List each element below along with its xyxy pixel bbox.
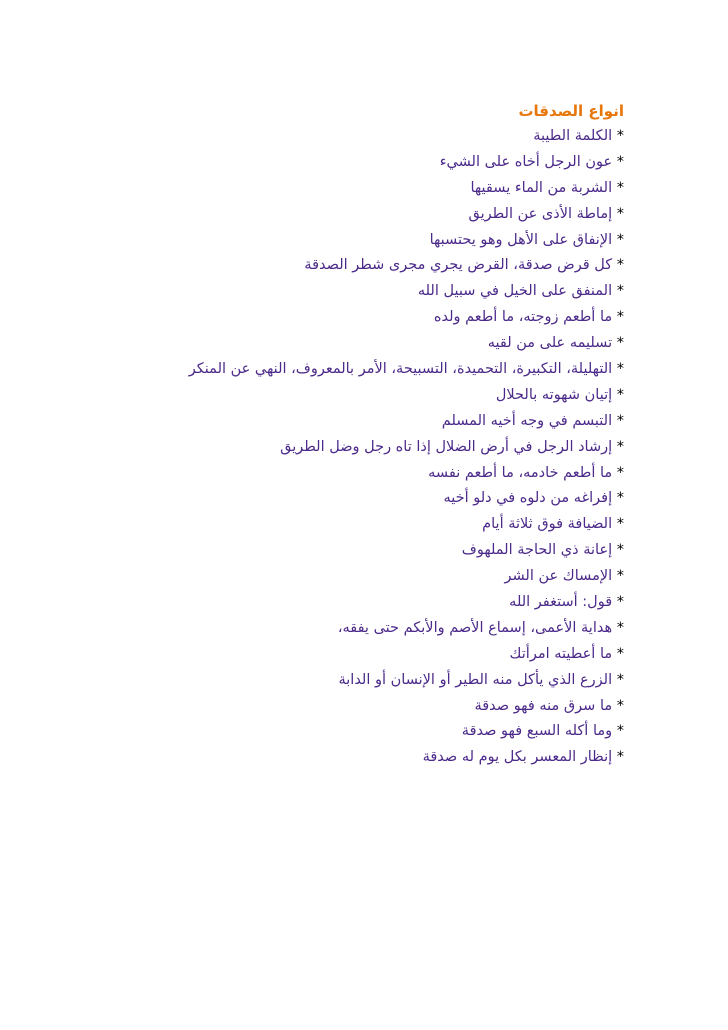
list-item-text: التبسم في وجه أخيه المسلم [441, 412, 613, 429]
list-item [24, 279, 624, 305]
list-item [24, 435, 624, 461]
list-item-text: ما أطعم زوجته، ما أطعم ولده [433, 309, 613, 326]
list-item-text: المنفق على الخيل في سبيل الله [417, 283, 613, 300]
list-item [24, 383, 624, 409]
bullet-asterisk: * [616, 464, 624, 481]
bullet-asterisk: * [616, 516, 624, 533]
bullet-asterisk: * [616, 697, 624, 714]
list-item-text: الإنفاق على الأهل وهو يحتسبها [429, 231, 613, 248]
document-title: انواع الصدقات [518, 102, 624, 120]
bullet-asterisk: * [616, 179, 624, 196]
list-item-text: التهليلة، التكبيرة، التحميدة، التسبيحة، الأمر بالمعروف، النهي عن المنكر [188, 361, 613, 378]
list-item-text: إرشاد الرجل في أرض الضلال إذا تاه رجل وضل الطريق [280, 438, 613, 455]
list-item [24, 305, 624, 331]
list-item-text: إتيان شهوته بالحلال [495, 386, 613, 403]
bullet-asterisk: * [616, 412, 624, 429]
list-item [24, 409, 624, 435]
bullet-asterisk: * [616, 386, 624, 403]
list-item-text: إعانة ذي الحاجة الملهوف [461, 542, 613, 559]
list-item [24, 486, 624, 512]
list-item [24, 745, 624, 771]
bullet-asterisk: * [616, 438, 624, 455]
list-item [24, 150, 624, 176]
list-item [24, 202, 624, 228]
bullet-asterisk: * [616, 335, 624, 352]
list-item-text: ما سرق منه فهو صدقة [474, 697, 613, 714]
list-item-text: كل قرض صدقة، القرض يجري مجرى شطر الصدقة [304, 257, 613, 274]
item-list [24, 124, 624, 771]
bullet-asterisk: * [616, 542, 624, 559]
list-item [24, 616, 624, 642]
list-item-text: هداية الأعمى، إسماع الأصم والأبكم حتى يفقه، [337, 619, 613, 636]
list-item [24, 461, 624, 487]
list-item [24, 253, 624, 279]
list-item [24, 124, 624, 150]
bullet-asterisk: * [616, 568, 624, 585]
list-item-text: ما أطعم خادمه، ما أطعم نفسه [428, 464, 613, 481]
list-item [24, 719, 624, 745]
list-item [24, 538, 624, 564]
list-item-text: تسليمه على من لقيه [487, 335, 613, 352]
bullet-asterisk: * [616, 257, 624, 274]
list-item-text: إماطة الأذى عن الطريق [468, 205, 613, 222]
list-item [24, 331, 624, 357]
list-item [24, 590, 624, 616]
bullet-asterisk: * [616, 619, 624, 636]
list-item-text: قول: أستغفر الله [509, 594, 613, 611]
list-item [24, 642, 624, 668]
bullet-asterisk: * [616, 749, 624, 766]
bullet-asterisk: * [616, 490, 624, 507]
bullet-asterisk: * [616, 309, 624, 326]
bullet-asterisk: * [616, 361, 624, 378]
bullet-asterisk: * [616, 283, 624, 300]
list-item-text: الإمساك عن الشر [504, 568, 613, 585]
bullet-asterisk: * [616, 128, 624, 144]
list-item [24, 512, 624, 538]
list-item [24, 694, 624, 720]
list-item-text: الزرع الذي يأكل منه الطير أو الإنسان أو الدابة [338, 671, 613, 688]
bullet-asterisk: * [616, 723, 624, 740]
list-item [24, 357, 624, 383]
list-item-text: الكلمة الطيبة [533, 128, 613, 144]
list-item-text: الضيافة فوق ثلاثة أيام [482, 516, 613, 533]
document-content [24, 98, 624, 771]
bullet-asterisk: * [616, 594, 624, 611]
list-item-text: إفراغه من دلوه في دلو أخيه [443, 490, 613, 507]
list-item-text: وما أكله السبع فهو صدقة [461, 723, 613, 740]
list-item-text: ما أعطيته امرأتك [509, 645, 613, 662]
list-item-text: إنظار المعسر بكل يوم له صدقة [422, 749, 613, 766]
list-item-text: الشربة من الماء يسقيها [470, 179, 613, 196]
bullet-asterisk: * [616, 205, 624, 222]
bullet-asterisk: * [616, 231, 624, 248]
list-item [24, 564, 624, 590]
bullet-asterisk: * [616, 153, 624, 170]
list-item [24, 668, 624, 694]
bullet-asterisk: * [616, 645, 624, 662]
list-item [24, 176, 624, 202]
bullet-asterisk: * [616, 671, 624, 688]
list-item [24, 228, 624, 254]
list-item-text: عون الرجل أخاه على الشيء [439, 153, 613, 170]
